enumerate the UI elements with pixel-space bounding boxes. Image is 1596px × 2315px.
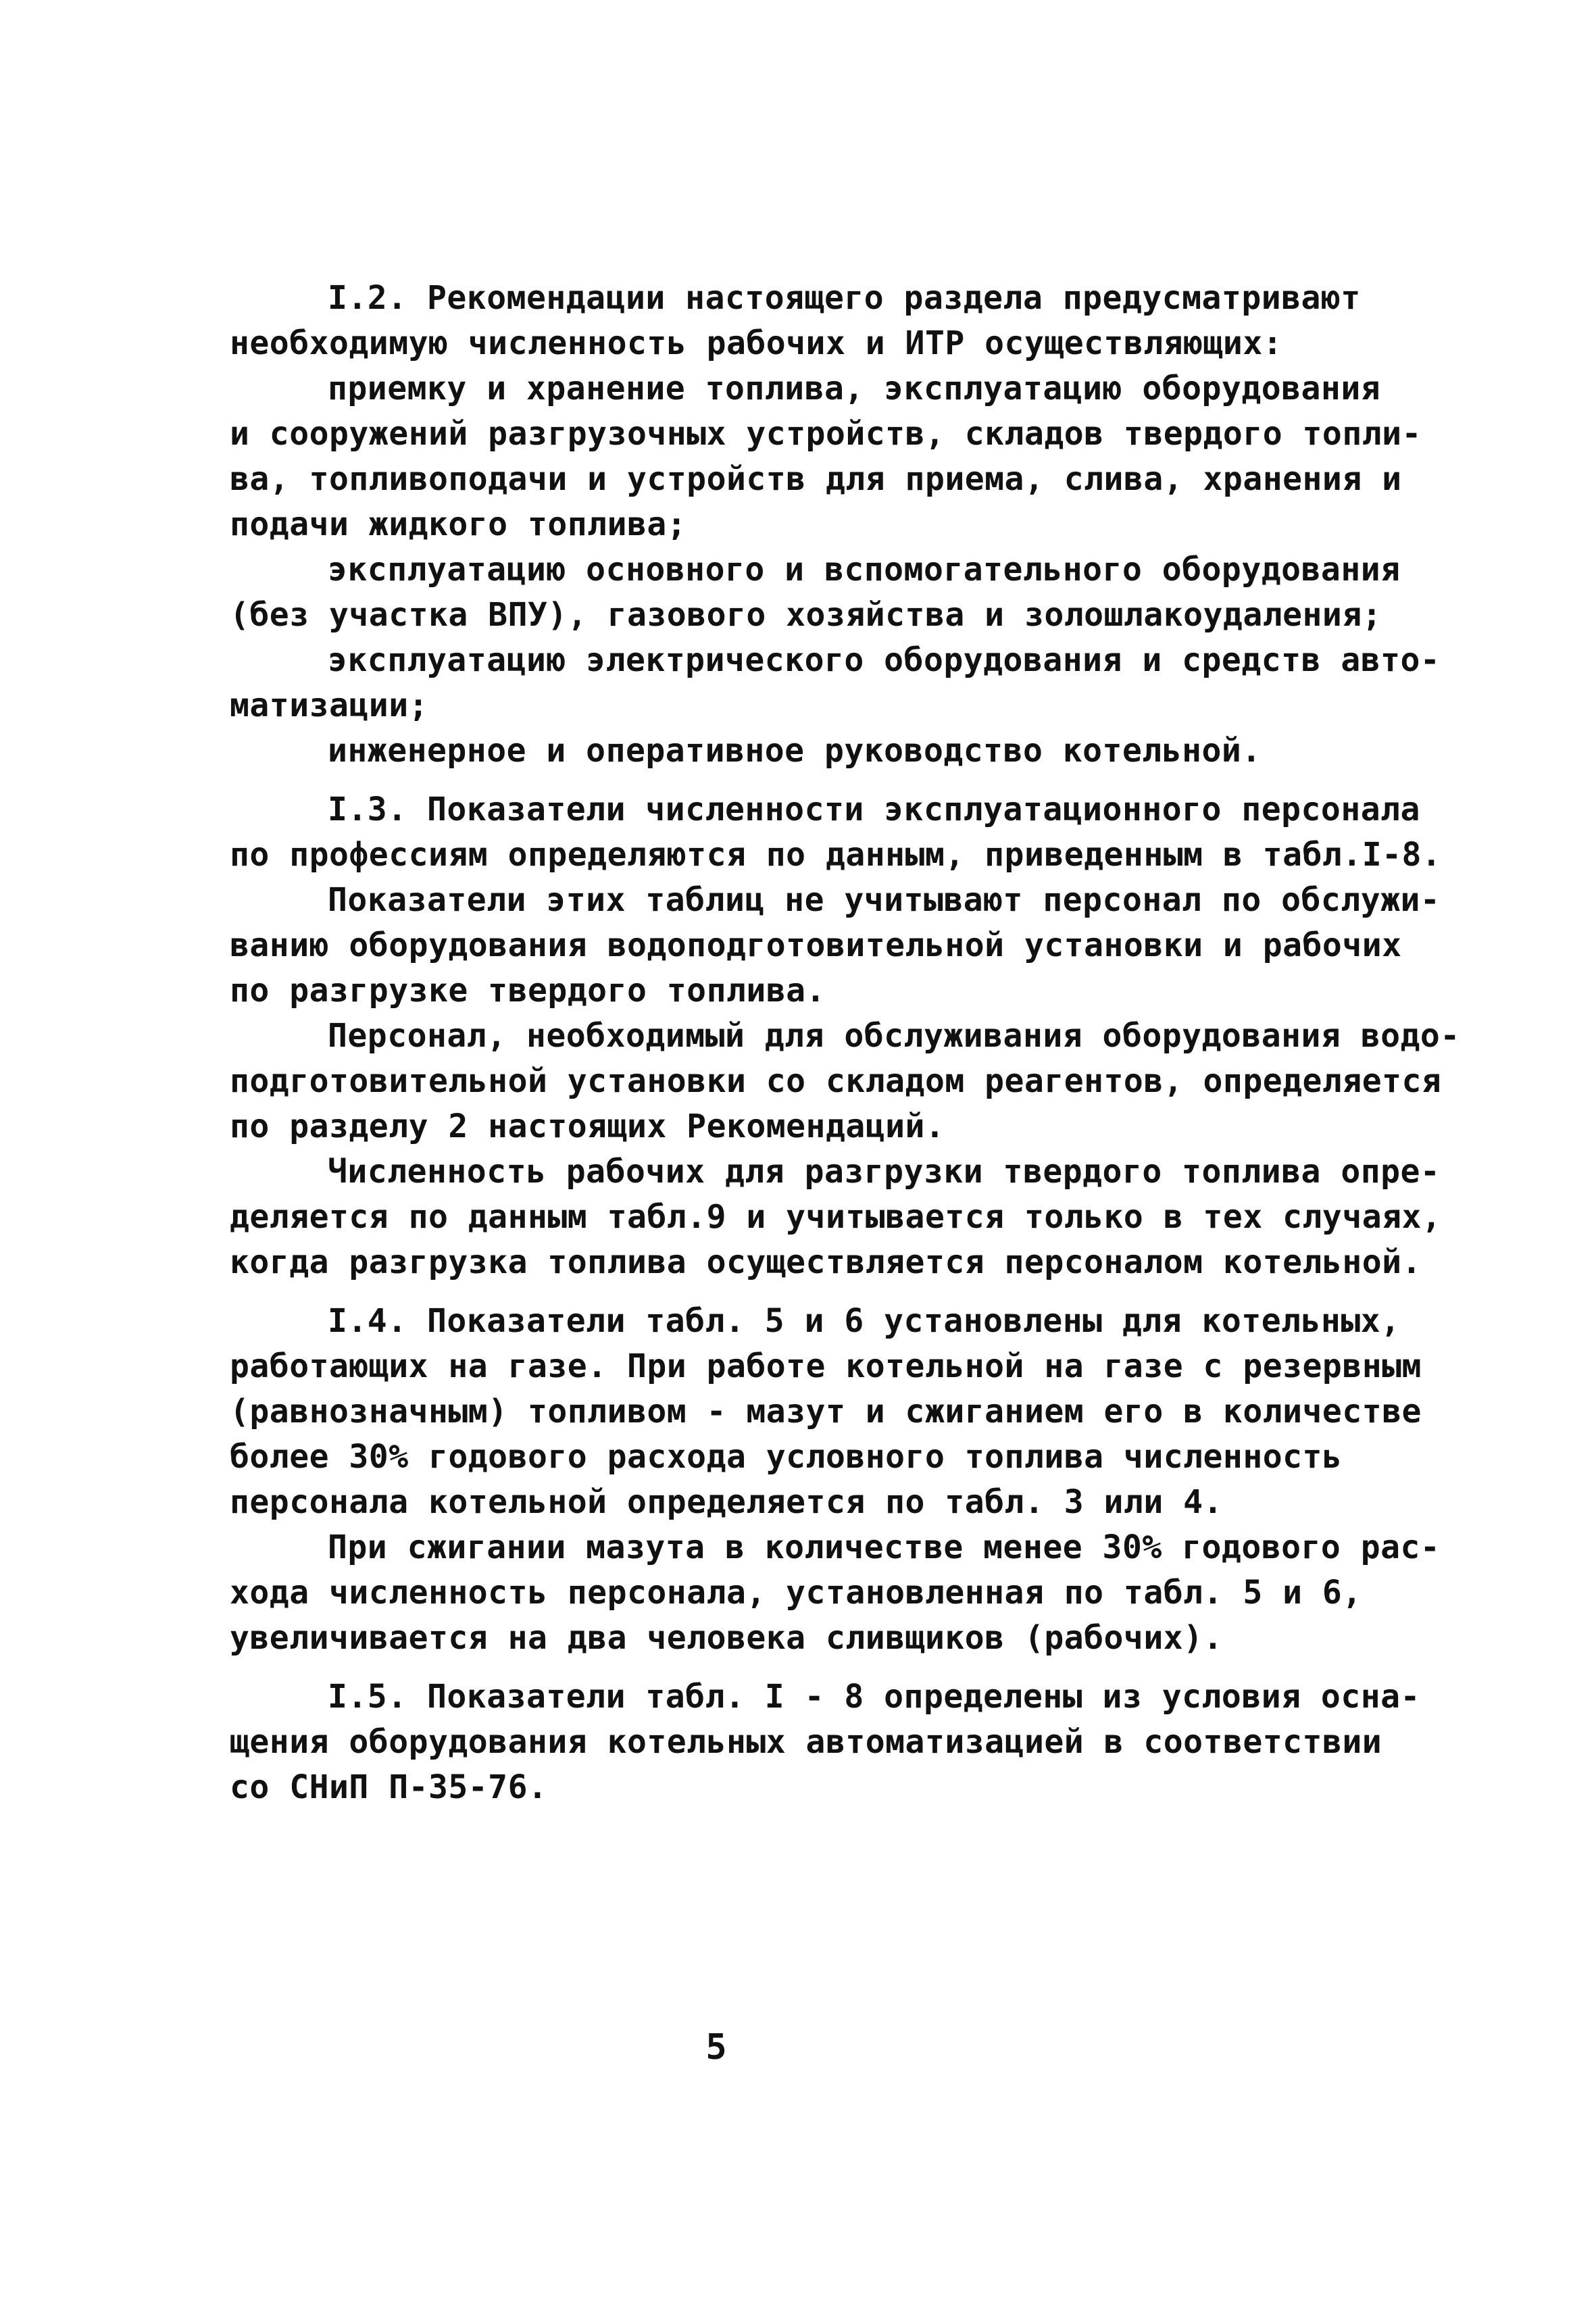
paragraph-1-3-c-line: деляется по данным табл.9 и учитывается только в тех случаях, [230, 1198, 1442, 1236]
paragraph-1-4-line: персонала котельной определяется по табл. 3 или 4. [230, 1483, 1223, 1521]
paragraph-1-4-line: работающих на газе. При работе котельной на газе с резервным [230, 1347, 1422, 1385]
paragraph-1-5-line: I.5. Показатели табл. I - 8 определены из условия осна- [328, 1678, 1420, 1716]
paragraph-1-2-a-line: и сооружений разгрузочных устройств, складов твердого топли- [230, 415, 1422, 453]
paragraph-1-3-a-line: ванию оборудования водоподготовительной установки и рабочих [230, 926, 1402, 964]
paragraph-1-2-a-line: подачи жидкого топлива; [230, 505, 687, 543]
paragraph-1-2-d-line: инженерное и оперативное руководство котельной. [328, 732, 1262, 770]
paragraph-1-2-a-line: ва, топливоподачи и устройств для приема, слива, хранения и [230, 460, 1402, 498]
paragraph-1-2-c-line: матизации; [230, 687, 428, 724]
paragraph-gap [230, 1661, 1419, 1674]
paragraph-1-4-line: I.4. Показатели табл. 5 и 6 установлены для котельных, [328, 1302, 1401, 1340]
paragraph-gap [230, 774, 1419, 787]
paragraph-1-4-a-line: хода численность персонала, установленная по табл. 5 и 6, [230, 1574, 1362, 1612]
paragraph-1-4-line: более 30% годового расхода условного топлива численность [230, 1438, 1343, 1476]
paragraph-1-2-line: I.2. Рекомендации настоящего раздела предусматривают [328, 279, 1361, 317]
paragraph-1-3-b-line: Персонал, необходимый для обслуживания оборудования водо- [328, 1017, 1460, 1055]
paragraph-1-3-a-line: по разгрузке твердого топлива. [230, 972, 826, 1010]
paragraph-1-2-b-line: эксплуатацию основного и вспомогательного оборудования [328, 551, 1401, 589]
paragraph-1-3-b-line: по разделу 2 настоящих Рекомендаций. [230, 1107, 945, 1145]
paragraph-gap [230, 1285, 1419, 1299]
paragraph-1-3-a-line: Показатели этих таблиц не учитывают персонал по обслужи- [328, 881, 1441, 919]
paragraph-1-4-line: (равнозначным) топливом - мазут и сжиганием его в количестве [230, 1393, 1422, 1430]
paragraph-1-4-a-line: При сжигании мазута в количестве менее 30% годового рас- [328, 1528, 1441, 1566]
paragraph-1-2-line: необходимую численность рабочих и ИТР осуществляющих: [230, 324, 1283, 362]
paragraph-1-2-c-line: эксплуатацию электрического оборудования и средств авто- [328, 641, 1441, 679]
paragraph-1-2-b-line: (без участка ВПУ), газового хозяйства и золошлакоудаления; [230, 596, 1382, 634]
paragraph-1-5-line: щения оборудования котельных автоматизацией в соответствии [230, 1723, 1382, 1761]
paragraph-1-3-line: по профессиям определяются по данным, приведенным в табл.I-8. [230, 836, 1442, 874]
page-number: 5 [705, 2027, 727, 2068]
paragraph-1-2-a-line: приемку и хранение топлива, эксплуатацию оборудования [328, 370, 1381, 407]
paragraph-1-3-c-line: Численность рабочих для разгрузки твердого топлива опре- [328, 1153, 1441, 1191]
paragraph-1-3-b-line: подготовительной установки со складом реагентов, определяется [230, 1062, 1442, 1100]
paragraph-1-4-a-line: увеличивается на два человека сливщиков (рабочих). [230, 1619, 1223, 1657]
body-text [230, 276, 1460, 1810]
paragraph-1-3-c-line: когда разгрузка топлива осуществляется персоналом котельной. [230, 1243, 1422, 1281]
paragraph-1-3-line: I.3. Показатели численности эксплуатационного персонала [328, 791, 1420, 828]
paragraph-1-5-line: со СНиП П-35-76. [230, 1768, 548, 1806]
